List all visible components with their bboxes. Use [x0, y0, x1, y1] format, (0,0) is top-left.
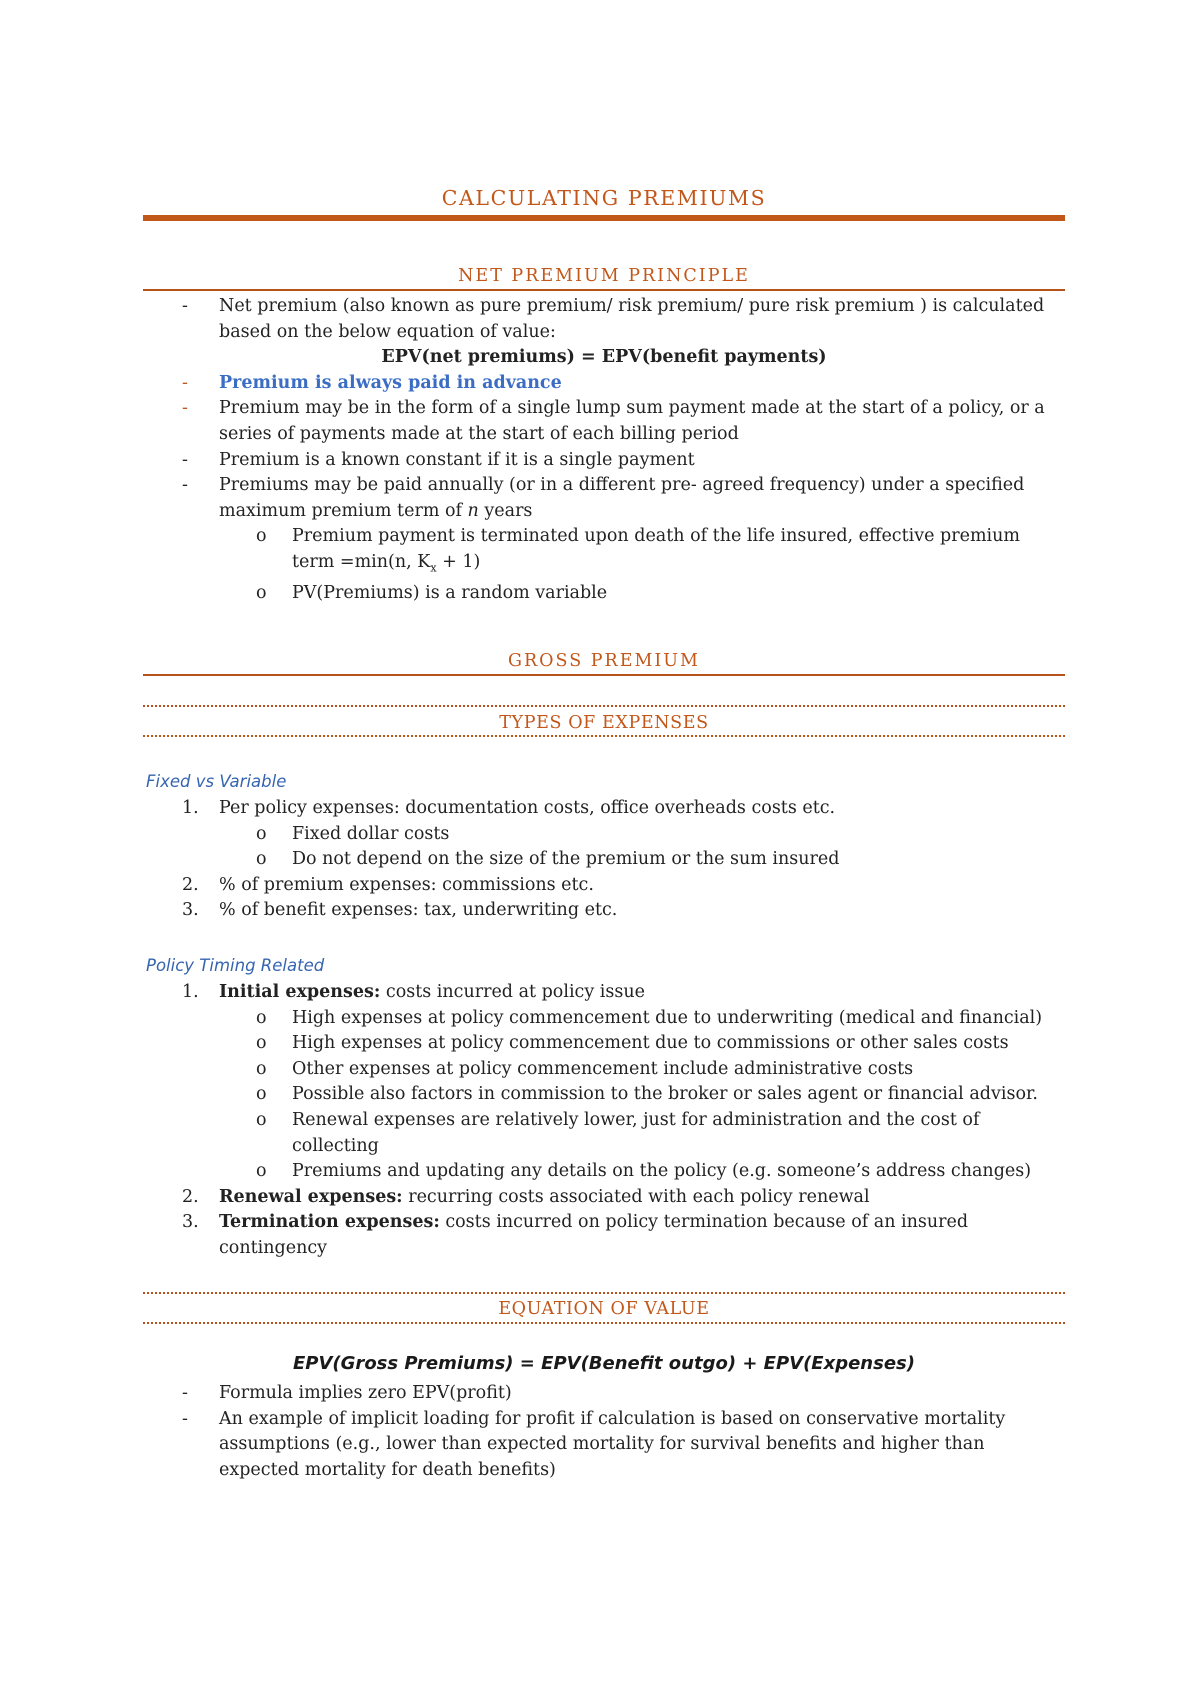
sub-list-item: o Renewal expenses are relatively lower, just for administration and the cost of collecting [256, 1109, 980, 1156]
list-item: - Premium may be in the form of a single lump sum payment made at the start of a policy, or a series of payments made at the start of each billing period [182, 398, 1045, 444]
sub-marker: o [256, 1161, 267, 1182]
number-marker: 2. [182, 1186, 199, 1207]
sub-marker: o [256, 1058, 267, 1079]
fixed-variable-list [143, 796, 1065, 924]
list-item: 1. Initial expenses: costs incurred at policy issue [143, 980, 1065, 1006]
list-item [143, 371, 1065, 397]
dash-marker: - [182, 475, 188, 496]
list-item: - Net premium (also known as pure premium/ risk premium/ pure risk premium ) is calculated based on the below equation of value: [182, 296, 1045, 342]
equation-of-value-list [143, 1381, 1065, 1483]
list-item: 2. % of premium expenses: commissions etc. [143, 873, 1065, 899]
eov-rule-top [143, 1292, 1065, 1294]
types-rule-top [143, 705, 1065, 707]
number-marker: 3. [182, 1212, 199, 1233]
sub-marker: o [256, 1109, 267, 1130]
dash-marker: - [182, 1408, 188, 1429]
number-marker: 1. [182, 798, 199, 818]
sub-list-item: o High expenses at policy commencement due to commissions or other sales costs [143, 1031, 1065, 1057]
sub-marker: o [256, 1033, 267, 1054]
fixed-vs-variable-heading: Fixed vs Variable [146, 772, 287, 791]
number-marker: 3. [182, 900, 199, 921]
net-premium-list [143, 294, 1065, 607]
types-of-expenses-heading: TYPES OF EXPENSES [499, 713, 709, 733]
sub-list-item: o Fixed dollar costs [143, 822, 1065, 848]
number-marker: 2. [182, 874, 199, 895]
number-marker: 1. [182, 982, 199, 1002]
list-item: - Premium is a known constant if it is a single payment [143, 448, 1065, 474]
dash-marker: - [182, 449, 188, 470]
page-title: CALCULATING PREMIUMS [441, 186, 767, 210]
list-item: 1. Per policy expenses: documentation costs, office overheads costs etc. [143, 796, 1065, 822]
advance-highlight: Premium is always paid in advance [219, 372, 562, 393]
gross-premium-rule [143, 674, 1065, 676]
title-rule [143, 215, 1065, 221]
sub-list-item: o Other expenses at policy commencement include administrative costs [143, 1057, 1065, 1083]
sub-list-item: o Premiums and updating any details on the policy (e.g. someone’s address changes) [143, 1159, 1065, 1185]
policy-timing-list [143, 980, 1065, 1262]
eov-rule-bottom [143, 1322, 1065, 1324]
sub-list-item: o Premium payment is terminated upon death of the life insured, effective premium term =min(n, $K_x + 1$) [256, 526, 1021, 575]
dash-marker: - [182, 296, 188, 316]
dash-marker: - [182, 372, 188, 393]
types-rule-bottom [143, 735, 1065, 737]
list-item: 2. Renewal expenses: recurring costs associated with each policy renewal [143, 1185, 1065, 1211]
sub-marker: o [256, 1084, 267, 1105]
net-premium-heading: NET PREMIUM PRINCIPLE [458, 266, 750, 286]
gross-premium-formula: EPV(Gross Premiums) = EPV(Benefit outgo) + EPV(Expenses) [293, 1353, 915, 1374]
list-item: - Premiums may be paid annually (or in a different pre- agreed frequency) under a specified maximum premium term of n years [182, 475, 1025, 521]
dash-marker: - [182, 1383, 188, 1403]
sub-marker: o [256, 526, 267, 547]
sub-marker: o [256, 849, 267, 870]
gross-premium-heading: GROSS PREMIUM [508, 651, 700, 671]
list-item: 3. % of benefit expenses: tax, underwriting etc. [143, 898, 1065, 924]
sub-list-item: o Do not depend on the size of the premium or the sum insured [143, 847, 1065, 873]
equation-of-value-heading: EQUATION OF VALUE [498, 1299, 710, 1319]
net-premium-rule [143, 289, 1065, 291]
sub-list-item: o PV(Premiums) is a random variable [143, 581, 1065, 607]
sub-marker: o [256, 823, 267, 844]
list-item: 3. Termination expenses: costs incurred on policy termination because of an insured contingency [182, 1212, 969, 1258]
dash-marker: - [182, 398, 188, 419]
list-item: - An example of implicit loading for profit if calculation is based on conservative mortality assumptions (e.g., lower than expected mortality for survival benefits and higher than expected mortality for death benefits) [182, 1408, 1006, 1480]
sub-marker: o [256, 583, 267, 604]
sub-marker: o [256, 1007, 267, 1028]
list-item: - Formula implies zero EPV(profit) [143, 1381, 1065, 1407]
sub-list-item: o Possible also factors in commission to the broker or sales agent or financial advisor. [143, 1082, 1065, 1108]
net-premium-equation: EPV(net premiums) = EPV(benefit payments) [381, 347, 827, 368]
policy-timing-heading: Policy Timing Related [146, 956, 325, 975]
sub-list-item: o High expenses at policy commencement due to underwriting (medical and financial) [143, 1006, 1065, 1032]
